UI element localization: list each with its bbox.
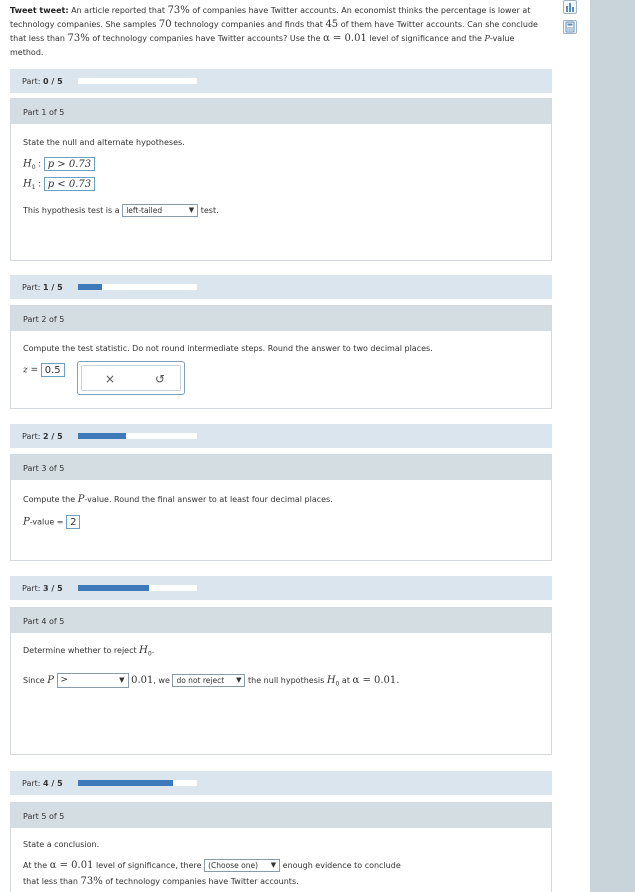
- part-3-panel: [10, 454, 552, 561]
- progress-track: [78, 284, 197, 290]
- progress-label: [22, 432, 63, 441]
- colon: :: [38, 159, 42, 170]
- question-pct: 73%: [67, 33, 90, 44]
- progress-label-text: Part:: [22, 584, 44, 593]
- h0-symbol: H: [139, 645, 148, 656]
- comparison-value: >: [60, 675, 69, 685]
- part-3-prompt-text: Compute the: [23, 495, 78, 504]
- decision-select[interactable]: [172, 674, 245, 687]
- keypad-inner: [81, 365, 181, 391]
- question-pct: 73%: [167, 5, 190, 16]
- conclusion-line-1: [23, 859, 401, 872]
- part-3-header: Part 3 of 5: [11, 455, 551, 480]
- part-5-body: [11, 828, 551, 892]
- question-alpha: α = 0.01: [323, 33, 367, 44]
- alpha-value: 0.01: [131, 675, 154, 686]
- conclusion-text: of technology companies have Twitter accounts.: [105, 877, 299, 886]
- progress-label-text: Part:: [22, 432, 44, 441]
- conclusion-line-2: [23, 876, 299, 887]
- part-4-prompt-text: .: [151, 646, 155, 655]
- p-value-label: -value =: [29, 517, 64, 527]
- progress-value: 1 / 5: [43, 283, 63, 292]
- conclusion-select-value: (Choose one): [208, 861, 258, 870]
- null-hypothesis-answer[interactable]: p > 0.73: [44, 157, 95, 171]
- conclusion-text: At the: [23, 861, 48, 870]
- alpha-equation: α = 0.01.: [352, 675, 400, 686]
- alternate-hypothesis-answer[interactable]: p < 0.73: [44, 177, 95, 191]
- question-text-part: level of significance and the: [366, 34, 485, 43]
- test-type-select[interactable]: [122, 204, 198, 217]
- progress-value: 4 / 5: [43, 779, 63, 788]
- since-text: Since: [23, 676, 45, 685]
- p-symbol: P: [47, 675, 54, 686]
- progress-track: [78, 433, 197, 439]
- h0-symbol: H: [326, 675, 336, 686]
- test-type-value: left-tailed: [126, 206, 163, 215]
- progress-label: [22, 77, 63, 86]
- part-4-panel: [10, 607, 552, 755]
- progress-track: [78, 78, 197, 84]
- clear-icon[interactable]: ×: [105, 372, 116, 386]
- question-text-part: of companies have Twitter accounts. An economist thinks the percentage is lower at technology companies. She samples: [10, 6, 531, 29]
- part-2-header: Part 2 of 5: [11, 306, 551, 331]
- question-text-part: An article reported that: [68, 6, 168, 15]
- conclusion-pct: 73%: [80, 876, 103, 887]
- progress-track: [78, 585, 197, 591]
- progress-label-text: Part:: [22, 283, 44, 292]
- conclusion-text: level of significance, there: [96, 861, 202, 870]
- undo-icon[interactable]: ↺: [155, 372, 166, 386]
- test-type-row: [23, 204, 219, 217]
- bar-chart-icon[interactable]: [563, 0, 577, 14]
- progress-fill: [78, 284, 102, 290]
- p-value-row: [23, 515, 80, 529]
- calculator-icon[interactable]: [563, 20, 577, 34]
- question-count: 45: [325, 19, 339, 30]
- z-label: z =: [23, 365, 39, 376]
- progress-label: [22, 584, 63, 593]
- part-5-panel: [10, 802, 552, 892]
- question-sample-size: 70: [158, 19, 172, 30]
- h1-symbol: H: [23, 178, 32, 190]
- conclusion-text: that less than: [23, 877, 78, 886]
- progress-value: 0 / 5: [43, 77, 63, 86]
- part-1-prompt: State the null and alternate hypotheses.: [23, 138, 185, 147]
- progress-fill: [78, 780, 173, 786]
- h0-subscript: 0: [147, 650, 152, 658]
- progress-label-text: Part:: [22, 77, 44, 86]
- colon: :: [38, 179, 42, 190]
- progress-bar-3: [10, 576, 552, 600]
- part-1-body: [11, 124, 551, 260]
- part-4-prompt: [23, 645, 154, 658]
- conclusion-text: enough evidence to conclude: [282, 861, 401, 870]
- decision-value: do not reject: [176, 676, 225, 685]
- answer-keypad: [77, 361, 185, 395]
- at-text: at: [341, 676, 350, 685]
- we-text: , we: [153, 676, 170, 685]
- part-5-header: Part 5 of 5: [11, 803, 551, 828]
- question-p-symbol: P: [484, 34, 490, 43]
- p-symbol: P: [77, 494, 85, 505]
- progress-bar-2: [10, 424, 552, 448]
- part-5-prompt: State a conclusion.: [23, 840, 100, 849]
- question-text-part: of technology companies have Twitter accounts? Use the: [89, 34, 324, 43]
- alternate-hypothesis-row: [23, 177, 95, 191]
- part-1-panel: [10, 98, 552, 261]
- question-text-part: -value method.: [10, 34, 515, 57]
- chevron-down-icon: ▼: [188, 206, 195, 214]
- question-text: [10, 4, 550, 60]
- progress-bar-1: [10, 275, 552, 299]
- progress-bar-4: [10, 771, 552, 795]
- part-4-header: Part 4 of 5: [11, 608, 551, 633]
- progress-track: [78, 780, 197, 786]
- z-row: [23, 363, 65, 377]
- h1-subscript: 1: [31, 184, 36, 192]
- right-rail: [556, 0, 635, 892]
- part-3-prompt: [23, 494, 333, 505]
- chevron-down-icon: ▼: [119, 676, 125, 684]
- progress-label-text: Part:: [22, 779, 44, 788]
- question-text-part: of them have Twitter accounts. Can she conclude that less than: [10, 20, 538, 43]
- progress-fill: [78, 585, 149, 591]
- null-hypothesis-text: the null hypothesis: [248, 676, 325, 685]
- progress-fill: [78, 433, 126, 439]
- part-3-prompt-text: -value. Round the final answer to at least four decimal places.: [84, 495, 333, 504]
- question-text-part: technology companies and finds that: [171, 20, 326, 29]
- part-1-header: Part 1 of 5: [11, 99, 551, 124]
- p-symbol: P: [23, 516, 30, 528]
- question-title: Tweet tweet:: [10, 6, 69, 15]
- p-value-answer-input[interactable]: 2: [66, 515, 80, 529]
- h0-subscript: 0: [335, 680, 340, 688]
- h0-subscript: 0: [31, 164, 36, 172]
- progress-label: [22, 779, 63, 788]
- comparison-select[interactable]: [57, 673, 129, 688]
- test-type-prefix: This hypothesis test is a: [23, 206, 120, 215]
- progress-value: 3 / 5: [43, 584, 63, 593]
- part-4-prompt-text: Determine whether to reject: [23, 646, 140, 655]
- part-4-body: [11, 633, 551, 754]
- h0-symbol: H: [23, 158, 32, 170]
- conclusion-select[interactable]: [204, 859, 280, 872]
- chevron-down-icon: ▼: [236, 676, 242, 684]
- null-hypothesis-row: [23, 157, 95, 171]
- part-2-body: [11, 331, 551, 408]
- progress-label: [22, 283, 63, 292]
- part-3-body: [11, 480, 551, 560]
- decision-row: [23, 673, 399, 688]
- chevron-down-icon: ▼: [270, 861, 277, 869]
- alpha-equation: α = 0.01: [49, 860, 94, 871]
- z-answer-input[interactable]: 0.5: [41, 363, 65, 377]
- part-2-prompt: Compute the test statistic. Do not round intermediate steps. Round the answer to two decimal places.: [23, 344, 433, 353]
- right-rail-gray: [590, 0, 635, 892]
- progress-bar-0: [10, 69, 552, 93]
- test-type-suffix: test.: [200, 206, 219, 215]
- progress-value: 2 / 5: [43, 432, 63, 441]
- part-2-panel: [10, 305, 552, 409]
